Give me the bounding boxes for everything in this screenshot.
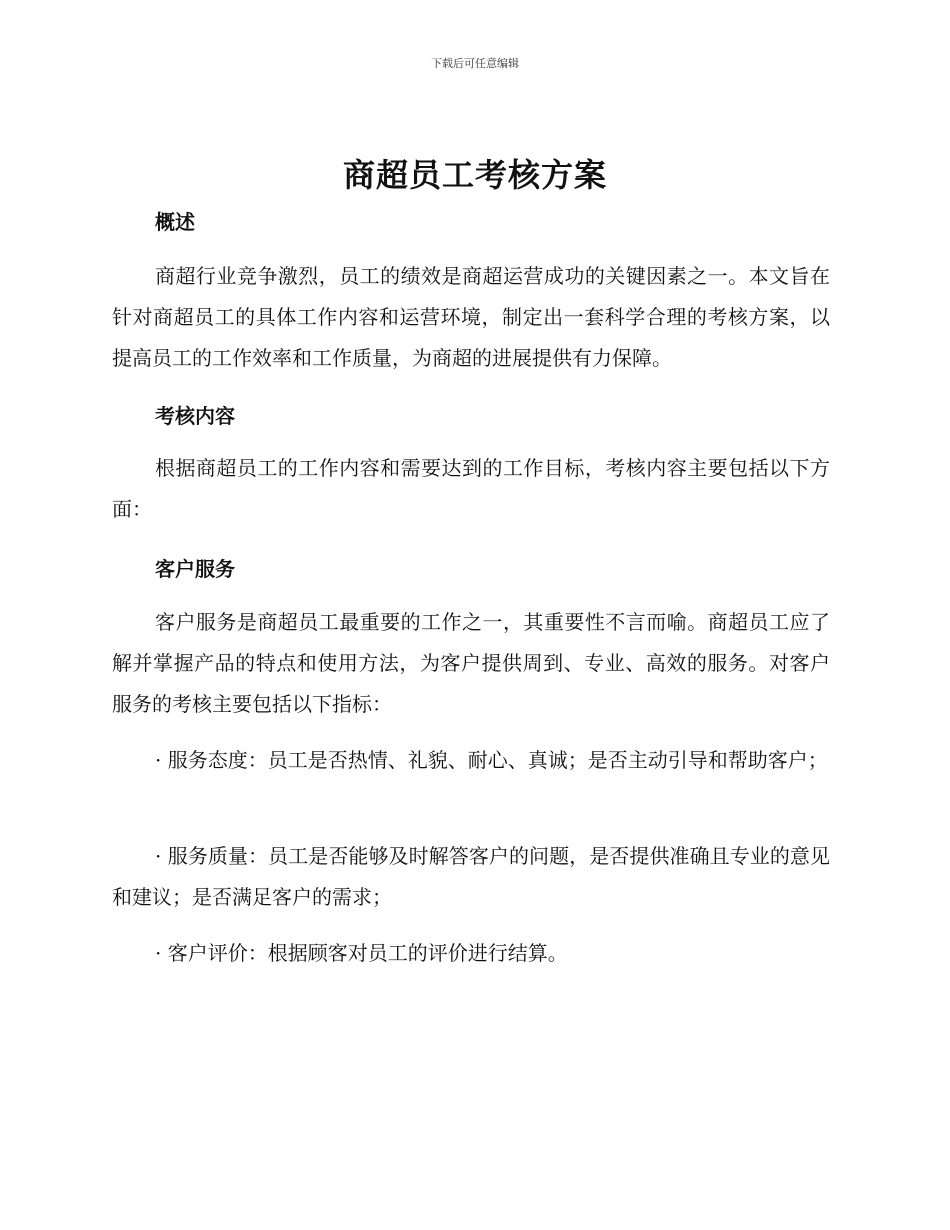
bullet-service-attitude: · 服务态度：员工是否热情、礼貌、耐心、真诚；是否主动引导和帮助客户；: [155, 748, 828, 772]
heading-content: 考核内容: [155, 404, 235, 428]
heading-customer-service: 客户服务: [155, 557, 235, 581]
paragraph-customer-service: 客户服务是商超员工最重要的工作之一，其重要性不言而喻。商超员工应了解并掌握产品的特点和使用方法，为客户提供周到、专业、高效的服务。对客户服务的考核主要包括以下指标：: [112, 610, 830, 716]
heading-overview: 概述: [155, 210, 195, 234]
document-title: 商超员工考核方案: [342, 156, 607, 194]
bullet-customer-evaluation: · 客户评价：根据顾客对员工的评价进行结算。: [155, 941, 568, 965]
bullet-service-quality: · 服务质量：员工是否能够及时解答客户的问题，是否提供准确且专业的意见和建议；是否满足客户的需求；: [112, 844, 830, 909]
header-note: 下载后可任意编辑: [431, 57, 519, 70]
paragraph-content: 根据商超员工的工作内容和需要达到的工作目标，考核内容主要包括以下方面：: [112, 456, 830, 521]
paragraph-overview: 商超行业竞争激烈，员工的绩效是商超运营成功的关键因素之一。本文旨在针对商超员工的具体工作内容和运营环境，制定出一套科学合理的考核方案，以提高员工的工作效率和工作质量，为商超的进展提供有力保障。: [112, 264, 830, 370]
